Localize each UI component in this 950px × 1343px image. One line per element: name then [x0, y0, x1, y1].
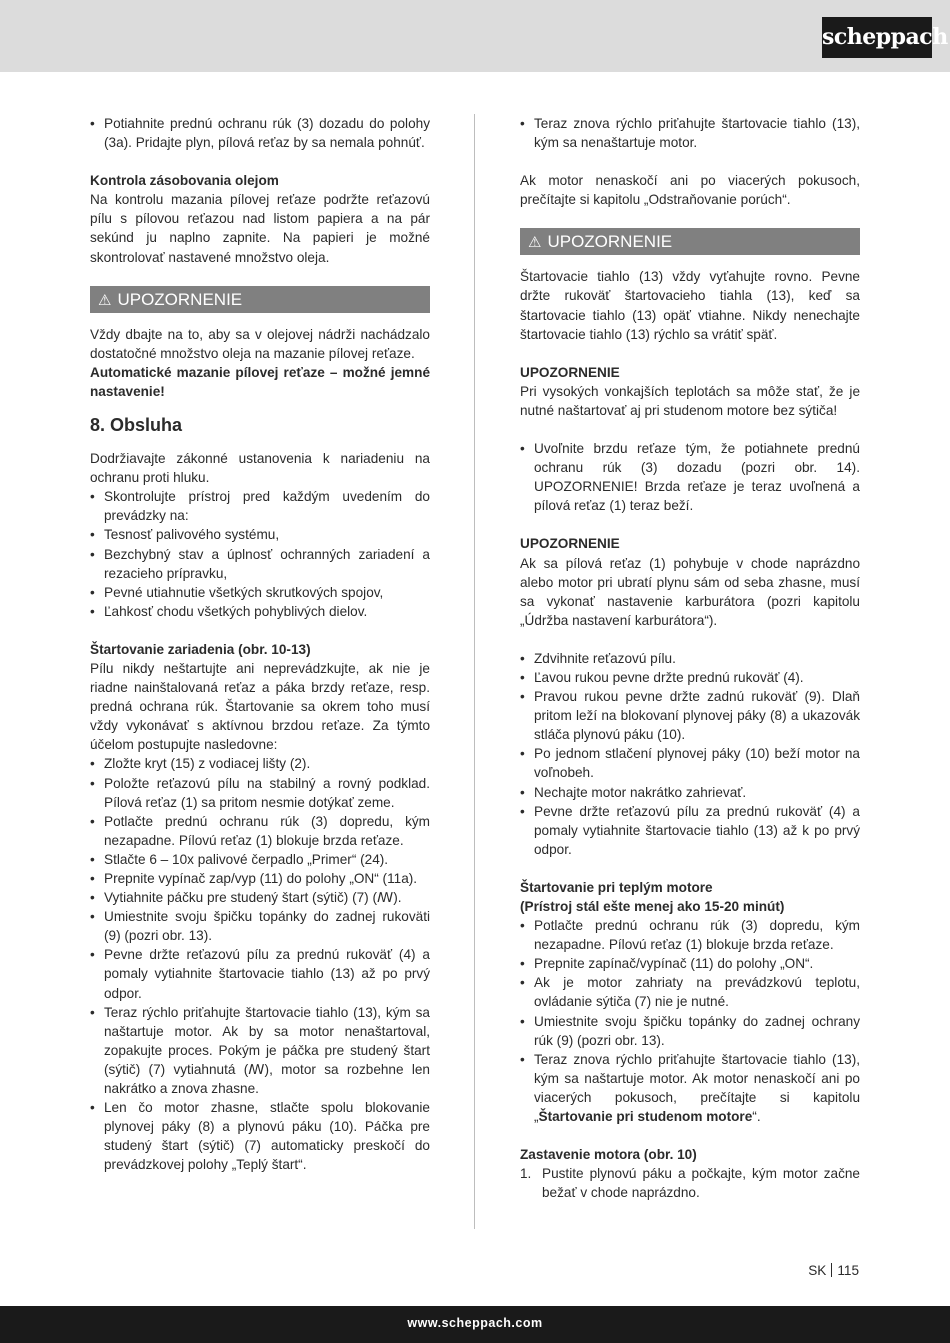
list-item: • Pevné utiahnutie všetkých skrutkových spojov, — [90, 583, 430, 602]
list-item: • Po jednom stlačení plynovej páky (10) beží motor na voľnobeh. — [520, 744, 860, 782]
note-heading: UPOZORNENIE — [520, 364, 620, 380]
item-text-end: “. — [752, 1109, 761, 1125]
section-title: 8. Obsluha — [90, 415, 183, 436]
list-item: • Ak je motor zahriaty na prevádzkovú teplotu, ovládanie sýtiča (7) nie je nutné. — [520, 973, 860, 1011]
list-item: • Nechajte motor nakrátko zahrievať. — [520, 783, 860, 802]
note-heading: UPOZORNENIE — [520, 536, 620, 552]
list-item — [520, 1050, 860, 1126]
check-list — [90, 487, 430, 621]
list-item: • Stlačte 6 – 10x palivové čerpadlo „Primer“ (24). — [90, 850, 430, 869]
header-bar — [0, 0, 950, 72]
list-item: • Prepnite zapínač/vypínač (11) do polohy „ON“. — [520, 954, 860, 973]
warning-title: UPOZORNENIE — [117, 289, 243, 309]
intro-text: Dodržiavajte zákonné ustanovenia k nariadeniu na ochranu proti hluku. — [90, 451, 430, 486]
list-item: • Umiestnite svoju špičku topánky do zadnej ochrany rúk (9) (pozri obr. 13). — [520, 1012, 860, 1050]
warning-text: Štartovacie tiahlo (13) vždy vyťahujte rovno. Pevne držte rukoväť štartovacieho tiahla (13), keď sa štartovacie tiahlo (13) opäť vtiahne. Nikdy nenechajte štartovacie tiahlo (13) rýchlo sa vrátiť späť. — [520, 269, 860, 342]
list-item: • Pravou rukou pevne držte zadnú rukoväť (9). Dlaň pritom leží na blokovaní plynovej páky (8) a ukazovák stláča plynovú páku (10). — [520, 687, 860, 744]
column-divider — [474, 114, 475, 1229]
list-item: • Potlačte prednú ochranu rúk (3) dopredu, kým nezapadne. Pílovú reťaz (1) blokuje brzda reťaze. — [90, 812, 430, 850]
lift-list — [520, 649, 860, 859]
chapter-reference: Štartovanie pri studenom motore — [538, 1109, 753, 1125]
list-item: • Ľahkosť chodu všetkých pohyblivých dielov. — [90, 602, 430, 621]
warm-start-list — [520, 916, 860, 1126]
scheppach-logo: scheppach — [822, 17, 932, 58]
right-column — [520, 114, 860, 1202]
item-text: Pustite plynovú páku a počkajte, kým motor začne bežať v chode naprázdno. — [542, 1166, 860, 1201]
warm-start-heading: Štartovanie pri teplým motore — [520, 879, 713, 895]
website-url: www.scheppach.com — [407, 1316, 543, 1330]
warning-box — [520, 228, 860, 255]
list-item — [520, 1164, 860, 1202]
separator — [831, 1263, 832, 1277]
item-number: 1. — [520, 1166, 532, 1182]
footer-bar — [0, 1306, 950, 1343]
start-heading: Štartovanie zariadenia (obr. 10-13) — [90, 641, 311, 657]
item-text: Teraz znova rýchlo priťahujte štartovacie tiahlo (13), kým sa naštartuje motor. Ak motor nenaskočí ani po viacerých pokusoch, prečítajte si kapitolu „ — [534, 1051, 860, 1125]
warning-title: UPOZORNENIE — [547, 232, 673, 252]
start-list — [90, 754, 430, 1174]
note-text: Pri vysokých vonkajších teplotách sa môže stať, že je nutné naštartovať aj pri studenom motore bez sýtiča! — [520, 383, 860, 418]
list-item: • Prepnite vypínač zap/vyp (11) do polohy „ON“ (11a). — [90, 869, 430, 888]
warning-icon: ⚠ — [98, 291, 112, 309]
warning-box — [90, 286, 430, 313]
warning-bold-text: Automatické mazanie pílovej reťaze – možné jemné nastavenie! — [90, 364, 430, 399]
list-item: • Pevne držte reťazovú pílu za prednú rukoväť (4) a pomaly vytiahnite štartovacie tiahlo (13) až po prvý odpor. — [90, 945, 430, 1002]
list-item: • Položte reťazovú pílu na stabilný a rovný podklad. Pílová reťaz (1) sa pritom nesmie dotýkať zeme. — [90, 774, 430, 812]
stop-heading: Zastavenie motora (obr. 10) — [520, 1147, 697, 1163]
list-item: • Potlačte prednú ochranu rúk (3) dopredu, kým nezapadne. Pílovú reťaz (1) blokuje brzda reťaze. — [520, 916, 860, 954]
no-start-text: Ak motor nenaskočí ani po viacerých pokusoch, prečítajte si kapitolu „Odstraňovanie porúch“. — [520, 173, 860, 208]
left-column — [90, 114, 430, 1175]
warning-text: Vždy dbajte na to, aby sa v olejovej nádrži nachádzalo dostatočné množstvo oleja na mazanie pílovej reťaze. — [90, 326, 430, 361]
list-item: • Teraz znova rýchlo priťahujte štartovacie tiahlo (13), kým sa nenaštartuje motor. — [520, 114, 860, 152]
list-item: • Ľavou rukou pevne držte prednú rukoväť (4). — [520, 668, 860, 687]
list-item: • Skontrolujte prístroj pred každým uvedením do prevádzky na: — [90, 487, 430, 525]
list-item: • Zložte kryt (15) z vodiacej lišty (2). — [90, 754, 430, 773]
note-text: Ak sa pílová reťaz (1) pohybuje v chode naprázdno alebo motor pri ubratí plynu sám od seba zhasne, musí sa vykonať nastavenie karburátora (pozri kapitolu „Údržba nastavení karburátora“). — [520, 555, 860, 628]
bullet-list — [90, 114, 430, 152]
list-item: • Teraz rýchlo priťahujte štartovacie tiahlo (13), kým sa naštartuje motor. Ak by sa motor nenaštartoval, zopakujte proces. Pokým je páčka pre studený štart (sýtič) (7) vytiahnutá (ꟿ), motor sa rozbehne len nakrátko a znova zhasne. — [90, 1003, 430, 1098]
list-item: • Len čo motor zhasne, stlačte spolu blokovanie plynovej páky (8) a plynovú páku (10). Páčka pre studený štart (sýtič) (7) automaticky preskočí do prevádzkovej polohy „Teplý štart“. — [90, 1098, 430, 1174]
start-intro: Pílu nikdy neštartujte ani neprevádzkujte, ak nie je riadne nainštalovaná reťaz a páka brzdy reťaze, resp. predná ochrana rúk. Štartovanie sa okrem toho musí vždy vykonávať s aktívnou brzdou reťaze. Za týmto účelom postupujte nasledovne: — [90, 660, 430, 753]
list-item: • Pevne držte reťazovú pílu za prednú rukoväť (4) a pomaly vytiahnite štartovacie tiahlo (13) až k po prvý odpor. — [520, 802, 860, 859]
page-number — [808, 1263, 859, 1278]
list-item: • Potiahnite prednú ochranu rúk (3) dozadu do polohy (3a). Pridajte plyn, pílová reťaz by sa nemala pohnúť. — [90, 114, 430, 152]
brake-list — [520, 439, 860, 515]
list-item: • Tesnosť palivového systému, — [90, 525, 430, 544]
list-item: • Umiestnite svoju špičku topánky do zadnej rukoväti (9) (pozri obr. 13). — [90, 907, 430, 945]
list-item: • Vytiahnite páčku pre studený štart (sýtič) (7) (ꟿ). — [90, 888, 430, 907]
list-item: • Uvoľnite brzdu reťaze tým, že potiahnete prednú ochranu rúk (3) dozadu (pozri obr. 14). UPOZORNENIE! Brzda reťaze je teraz uvoľnená a pílová reťaz (1) teraz beží. — [520, 439, 860, 515]
warning-icon: ⚠ — [528, 234, 542, 252]
warm-start-subheading: (Prístroj stál ešte menej ako 15-20 minút) — [520, 899, 785, 914]
bullet-list — [520, 114, 860, 152]
stop-list — [520, 1164, 860, 1202]
page-number-value: 115 — [837, 1263, 859, 1278]
oil-heading: Kontrola zásobovania olejom — [90, 173, 279, 189]
list-item: • Bezchybný stav a úplnosť ochranných zariadení a rezacieho prípravku, — [90, 545, 430, 583]
list-item: • Zdvihnite reťazovú pílu. — [520, 649, 860, 668]
language-code: SK — [808, 1263, 827, 1278]
oil-text: Na kontrolu mazania pílovej reťaze podržte reťazovú pílu s pílovou reťazou nad listom papiera a na pár sekúnd ju naplno zapnite. Na papieri je možné skontrolovať nastavené množstvo oleja. — [90, 192, 430, 265]
